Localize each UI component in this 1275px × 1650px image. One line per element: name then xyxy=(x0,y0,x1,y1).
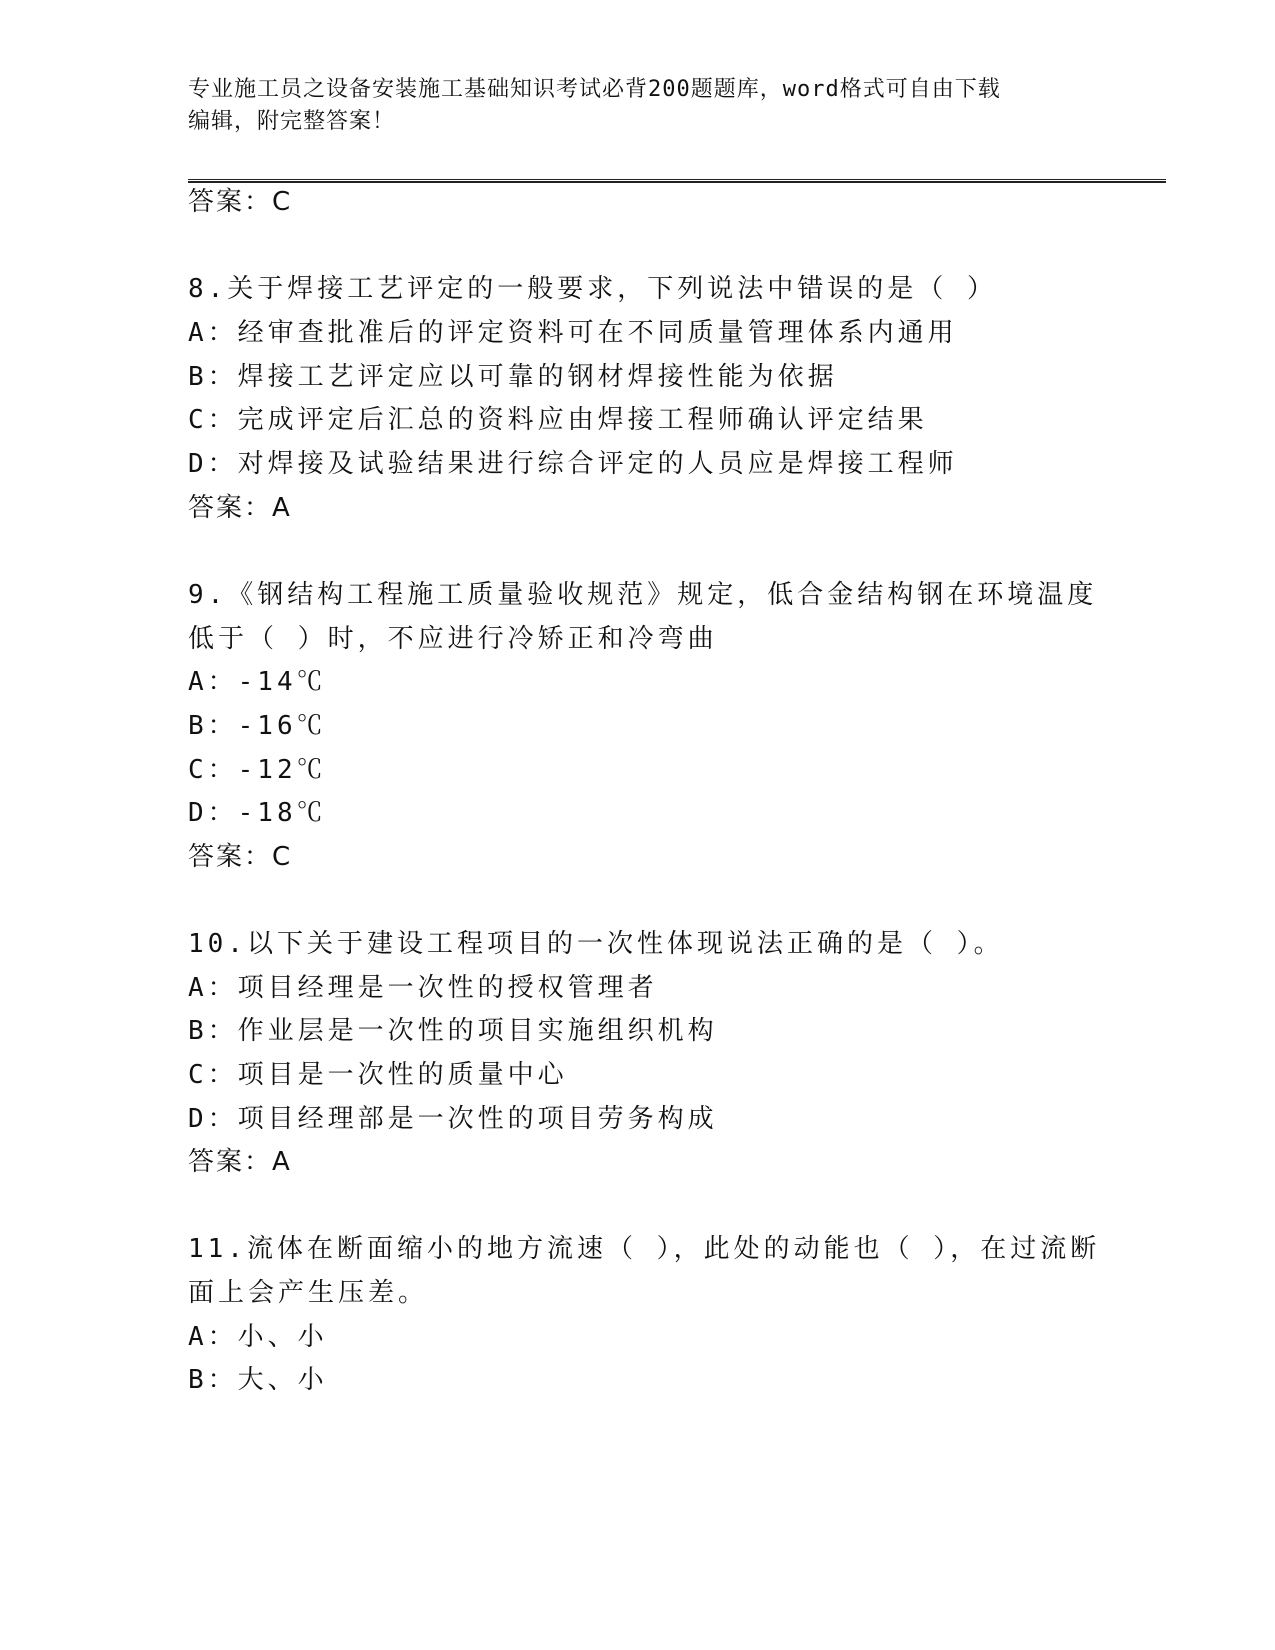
question-10-option-c: C：项目是一次性的质量中心 xyxy=(188,1060,568,1090)
header-divider xyxy=(188,179,1166,183)
header-line-1: 专业施工员之设备安装施工基础知识考试必背200题题库，word格式可自由下载 xyxy=(188,77,1001,102)
question-11-option-b: B：大、小 xyxy=(188,1365,328,1395)
question-11-stem-line-1: 11.流体在断面缩小的地方流速（ ），此处的动能也（ ），在过流断 xyxy=(188,1234,1101,1264)
question-8-stem: 8.关于焊接工艺评定的一般要求，下列说法中错误的是（ ） xyxy=(188,274,997,304)
question-8-option-d: D：对焊接及试验结果进行综合评定的人员应是焊接工程师 xyxy=(188,449,958,479)
header-line-2: 编辑，附完整答案！ xyxy=(188,109,396,134)
question-8-option-a: A：经审查批准后的评定资料可在不同质量管理体系内通用 xyxy=(188,318,958,348)
question-9-option-a: A：-14℃ xyxy=(188,667,327,697)
question-9-option-c: C：-12℃ xyxy=(188,755,327,785)
question-9-option-d: D：-18℃ xyxy=(188,798,327,828)
question-9-stem-line-1: 9.《钢结构工程施工质量验收规范》规定，低合金结构钢在环境温度 xyxy=(188,580,1098,610)
question-8-answer: 答案：A xyxy=(188,493,292,523)
question-8-option-c: C：完成评定后汇总的资料应由焊接工程师确认评定结果 xyxy=(188,405,928,435)
question-9-stem-line-2: 低于（ ）时，不应进行冷矫正和冷弯曲 xyxy=(188,624,718,654)
question-11-option-a: A：小、小 xyxy=(188,1322,328,1352)
document-header xyxy=(188,74,1088,138)
question-8-option-b: B：焊接工艺评定应以可靠的钢材焊接性能为依据 xyxy=(188,362,838,392)
question-11-stem-line-2: 面上会产生压差。 xyxy=(188,1278,429,1308)
question-10-answer: 答案：A xyxy=(188,1147,292,1177)
question-10-option-d: D：项目经理部是一次性的项目劳务构成 xyxy=(188,1104,718,1134)
answer-previous: 答案：C xyxy=(188,187,293,217)
question-10-option-b: B：作业层是一次性的项目实施组织机构 xyxy=(188,1016,718,1046)
question-10-stem: 10.以下关于建设工程项目的一次性体现说法正确的是（ ）。 xyxy=(188,929,1004,959)
question-9-option-b: B：-16℃ xyxy=(188,711,327,741)
question-10-option-a: A：项目经理是一次性的授权管理者 xyxy=(188,973,658,1003)
question-9-answer: 答案：C xyxy=(188,842,293,872)
